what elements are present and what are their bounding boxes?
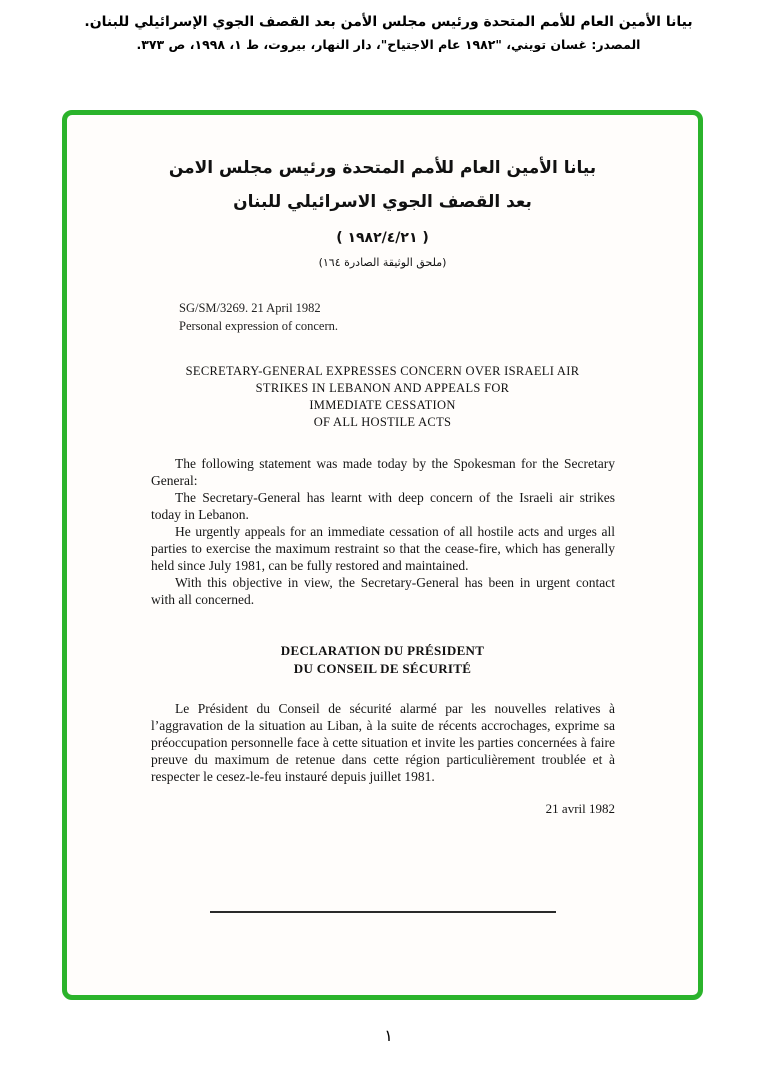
french-statement	[151, 700, 615, 785]
reference-block	[179, 299, 698, 335]
arabic-title-line1: بيانا الأمين العام للأمم المتحدة ورئيس مجلس الامن	[168, 158, 597, 178]
page-header	[0, 0, 777, 56]
english-heading-line3: IMMEDIATE CESSATION	[309, 398, 456, 412]
arabic-title-line2: بعد القصف الجوي الاسرائيلي للبنان	[233, 192, 532, 212]
arabic-annex-note: (ملحق الوثيقة الصادرة ١٦٤)	[318, 256, 447, 269]
english-heading-line2: STRIKES IN LEBANON AND APPEALS FOR	[255, 381, 510, 395]
header-source-arabic: المصدر: غسان تويني، "١٩٨٢ عام الاجتياح"، دار النهار، بيروت، ط ١، ١٩٩٨، ص ٣٧٣.	[136, 37, 641, 52]
separator-rule	[210, 911, 556, 913]
reference-subject: Personal expression of concern.	[179, 319, 338, 333]
french-heading-line1: DECLARATION DU PRÉSIDENT	[280, 643, 485, 658]
paragraph: He urgently appeals for an immediate cessation of all hostile acts and urges all parties to exercise the maximum restraint so that the cease-fire, which has generally held since July 1981, can be fully restored and maintained.	[151, 524, 615, 573]
french-heading-line2: DU CONSEIL DE SÉCURITÉ	[293, 661, 472, 676]
header-title-arabic: بيانا الأمين العام للأمم المتحدة ورئيس مجلس الأمن بعد القصف الجوي الإسرائيلي للبنان.	[84, 14, 693, 30]
paragraph: The following statement was made today by the Spokesman for the Secretary General:	[151, 456, 615, 488]
reference-number: SG/SM/3269. 21 April 1982	[179, 301, 321, 315]
english-statement	[151, 455, 615, 608]
paragraph: Le Président du Conseil de sécurité alarmé par les nouvelles relatives à l’aggravation de la situation au Liban, à la suite de récents accrochages, exprime sa préoccupation personnelle face à cette situation et invite les parties concernées à faire preuve du maximum de retenue dans cette région particulièrement troublée et à respecter le cesez-le-feu instauré depuis juillet 1981.	[151, 701, 615, 784]
english-heading-line1: SECRETARY-GENERAL EXPRESSES CONCERN OVER ISRAELI AIR	[185, 364, 580, 378]
arabic-date: ( ١٩٨٢/٤/٢١ )	[336, 230, 429, 246]
scanned-document-frame	[62, 110, 703, 1000]
document-page	[67, 115, 698, 913]
french-heading	[67, 642, 698, 678]
english-heading-line4: OF ALL HOSTILE ACTS	[313, 415, 452, 429]
paragraph: With this objective in view, the Secretary-General has been in urgent contact with all concerned.	[151, 575, 615, 607]
page-number: ١	[384, 1026, 393, 1045]
statement-date: 21 avril 1982	[545, 801, 615, 816]
english-heading	[67, 363, 698, 431]
paragraph: The Secretary-General has learnt with deep concern of the Israeli air strikes today in Lebanon.	[151, 490, 615, 522]
arabic-document-title	[67, 151, 698, 273]
